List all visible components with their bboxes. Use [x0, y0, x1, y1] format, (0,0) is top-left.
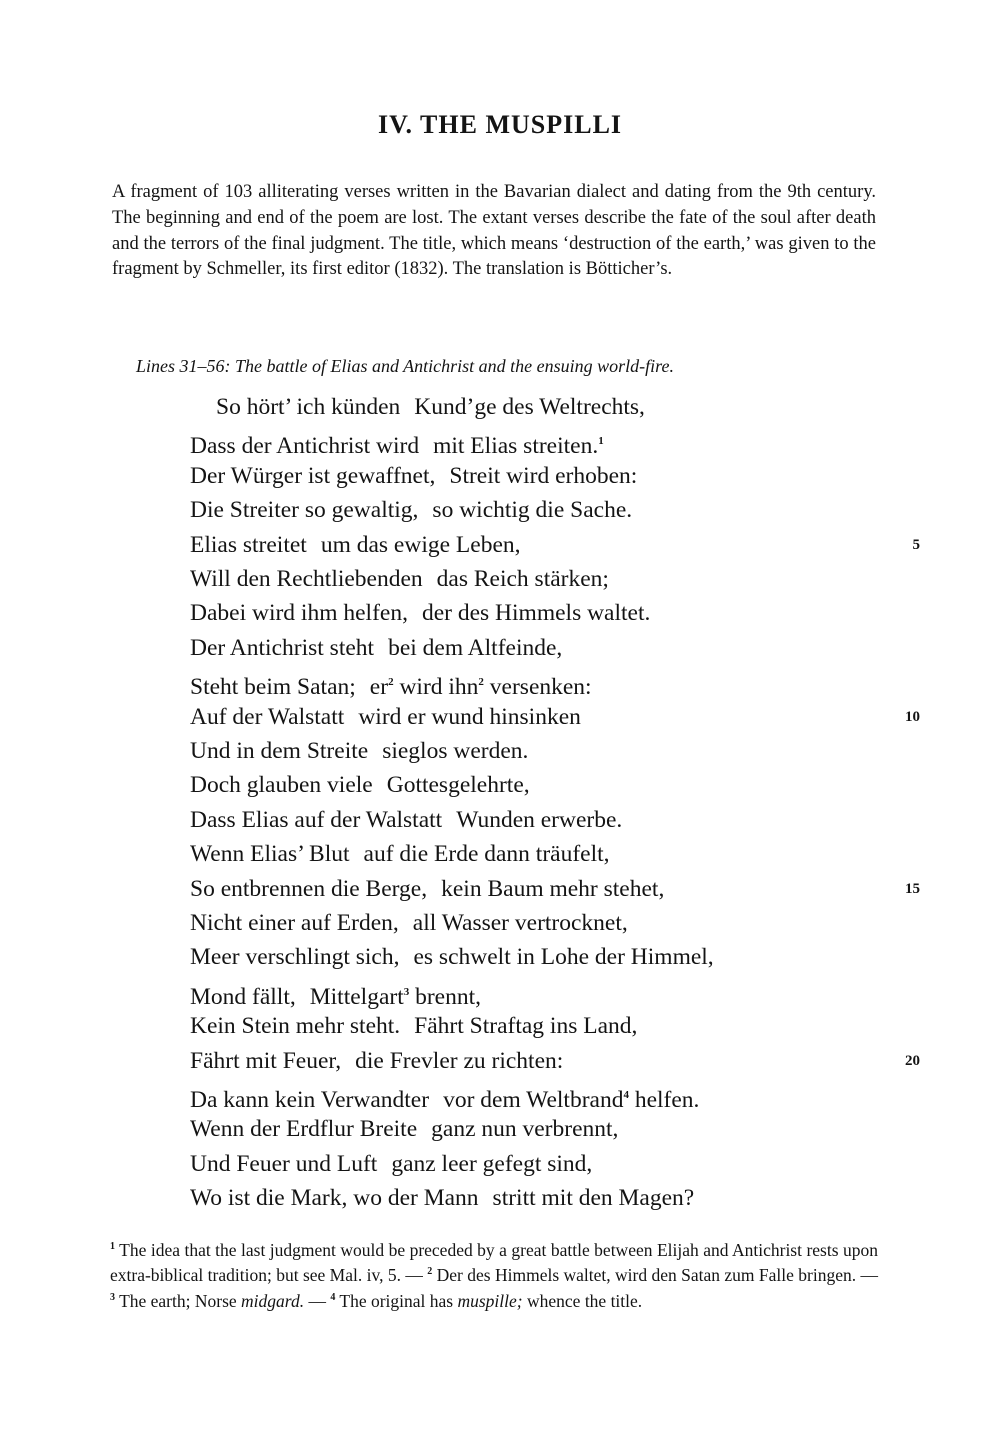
- verse-second-half: Wunden erwerbe.: [456, 806, 623, 833]
- footnote-3-dash: —: [308, 1290, 326, 1311]
- verse-second-half: kein Baum mehr stehet,: [441, 875, 665, 902]
- verse-second-half: vor dem Weltbrand: [443, 1087, 624, 1113]
- footnote-2-text: Der des Himmels waltet, wird den Satan zum Falle bringen. —: [436, 1265, 879, 1286]
- line-number: 20: [905, 1052, 920, 1069]
- line-number: 5: [912, 536, 920, 553]
- verse-first-half: So entbrennen die Berge,: [190, 875, 428, 902]
- verse-first-half: Der Würger ist gewaffnet,: [190, 462, 436, 489]
- verse-line: [190, 631, 890, 665]
- verse-second-half: Fährt Straftag ins Land,: [414, 1013, 638, 1040]
- verse-second-half-cont: wird ihn: [399, 674, 479, 701]
- verse-line: [190, 459, 890, 493]
- verse-second-half: bei dem Altfeinde,: [388, 634, 563, 661]
- footnote-ref: 2: [388, 676, 394, 689]
- verse-second-half: Mittelgart: [309, 983, 404, 1010]
- verse-first-half: Mond fällt,: [190, 983, 296, 1010]
- footnote-marker-3: 3: [110, 1291, 115, 1303]
- verse-first-half: Nicht einer auf Erden,: [190, 910, 399, 936]
- verse-first-half: Kein Stein mehr steht.: [190, 1013, 401, 1040]
- footnote-ref: 2: [478, 676, 484, 689]
- verse-line: [190, 1044, 890, 1078]
- verse-second-half: er: [369, 674, 389, 701]
- verse-line: [190, 1009, 890, 1043]
- verse-line: [190, 596, 890, 630]
- verse-second-half: der des Himmels waltet.: [421, 600, 651, 627]
- footnote-ref: 1: [598, 435, 604, 448]
- chapter-title: IV. THE MUSPILLI: [377, 110, 623, 139]
- verse-second-half: stritt mit den Magen?: [492, 1185, 695, 1212]
- verse-second-half-cont: versenken:: [489, 674, 592, 701]
- verse-line: [190, 700, 890, 734]
- footnote-3-text: The earth; Norse: [119, 1290, 237, 1311]
- verse-second-half: mit Elias streiten.: [433, 433, 599, 460]
- verse-first-half: Wo ist die Mark, wo der Mann: [190, 1185, 479, 1212]
- verse-line: [190, 940, 890, 974]
- verse-second-half: so wichtig die Sache.: [432, 497, 633, 524]
- verse-first-half: Dabei wird ihm helfen,: [190, 600, 408, 627]
- verse-first-half: Wenn der Erdflur Breite: [190, 1116, 418, 1143]
- verse-first-half: Auf der Walstatt: [190, 703, 345, 730]
- verse-first-half: Doch glauben viele: [190, 772, 373, 799]
- verse-line: [190, 1147, 890, 1181]
- verse-line: [190, 1078, 890, 1112]
- verse-line: [190, 837, 890, 871]
- verse-line: [190, 734, 890, 768]
- footnote-marker-4: 4: [330, 1291, 336, 1303]
- verse-first-half: So hört’ ich künden: [216, 394, 401, 420]
- verse-line: [190, 975, 890, 1009]
- verse-second-half-cont: brennt,: [415, 983, 482, 1010]
- verse-first-half: Der Antichrist steht: [190, 634, 375, 661]
- verse-line: [190, 872, 890, 906]
- verse-first-half: Elias streitet: [190, 531, 307, 558]
- footnote-marker-2: 2: [427, 1266, 433, 1278]
- verse-first-half: Die Streiter so gewaltig,: [190, 497, 419, 524]
- verse-first-half: Dass der Antichrist wird: [190, 433, 420, 460]
- verse-first-half: Und Feuer und Luft: [190, 1150, 378, 1177]
- verse-line: [190, 906, 890, 940]
- verse-second-half: das Reich stärken;: [436, 566, 609, 592]
- introduction-paragraph: A fragment of 103 alliterating verses written in the Bavarian dialect and dating from the 9th century. The beginning and end of the poem are lost. The extant verses describe the fate of the soul after death and the terrors of the final judgment. The title, which means ‘destruction of the earth,’ was given to the fragment by Schmeller, its first editor (1832). The translation is Bötticher’s.: [112, 182, 876, 280]
- verse-line: [190, 562, 890, 596]
- verse-first-half: Fährt mit Feuer,: [190, 1047, 342, 1074]
- verse-second-half: die Frevler zu richten:: [355, 1047, 564, 1074]
- verse-second-half: um das ewige Leben,: [320, 531, 521, 558]
- footnote-1-text: The idea that the last judgment would be preceded by a great battle between Elijah and Antichrist rests upon extra-biblical tradition; but see Mal. iv, 5. —: [110, 1240, 878, 1286]
- verse-second-half: ganz nun verbrennt,: [431, 1116, 619, 1143]
- verse-first-half: Will den Rechtliebenden: [190, 566, 423, 592]
- line-number: 10: [905, 708, 920, 725]
- verse-first-half: Dass Elias auf der Walstatt: [190, 806, 443, 833]
- verse-second-half: all Wasser vertrocknet,: [412, 910, 628, 936]
- verse-second-half: auf die Erde dann träufelt,: [363, 841, 610, 868]
- verse-line: [190, 1181, 890, 1215]
- verse-second-half: es schwelt in Lohe der Himmel,: [413, 944, 714, 971]
- footnotes: [110, 1236, 878, 1312]
- verse-line: [190, 803, 890, 837]
- verse-line: [190, 768, 890, 802]
- footnote-ref: 3: [403, 985, 410, 998]
- verse-second-half: sieglos werden.: [382, 738, 529, 764]
- verse-second-half-cont: helfen.: [634, 1087, 700, 1113]
- verse-line: [216, 390, 916, 424]
- footnote-4-text: The original has: [339, 1290, 454, 1311]
- footnote-ref: 4: [623, 1089, 629, 1101]
- verse-line: [190, 424, 890, 458]
- verse-line: [190, 1112, 890, 1146]
- verse-second-half: ganz leer gefegt sind,: [391, 1150, 593, 1177]
- footnote-3-term: midgard.: [241, 1290, 305, 1311]
- verse-line: [190, 493, 890, 527]
- verse-first-half: Meer verschlingt sich,: [190, 944, 400, 971]
- section-subheading: Lines 31–56: The battle of Elias and Antichrist and the ensuing world-fire.: [136, 356, 674, 376]
- verse-line: [190, 665, 890, 699]
- verse-first-half: Und in dem Streite: [190, 738, 369, 764]
- verse-second-half: Gottesgelehrte,: [386, 772, 530, 799]
- verse-line: [190, 528, 890, 562]
- verse-first-half: Da kann kein Verwandter: [190, 1087, 430, 1113]
- footnote-marker-1: 1: [110, 1241, 115, 1252]
- line-number: 15: [905, 880, 920, 897]
- verse-second-half: Streit wird erhoben:: [449, 462, 638, 489]
- verse-second-half: wird er wund hinsinken: [358, 703, 581, 730]
- verse-second-half: Kund’ge des Weltrechts,: [414, 394, 645, 420]
- footnote-4-tail: whence the title.: [527, 1290, 643, 1311]
- footnote-4-term: muspille;: [457, 1290, 523, 1311]
- verse-first-half: Wenn Elias’ Blut: [190, 841, 350, 868]
- verse-first-half: Steht beim Satan;: [190, 674, 356, 701]
